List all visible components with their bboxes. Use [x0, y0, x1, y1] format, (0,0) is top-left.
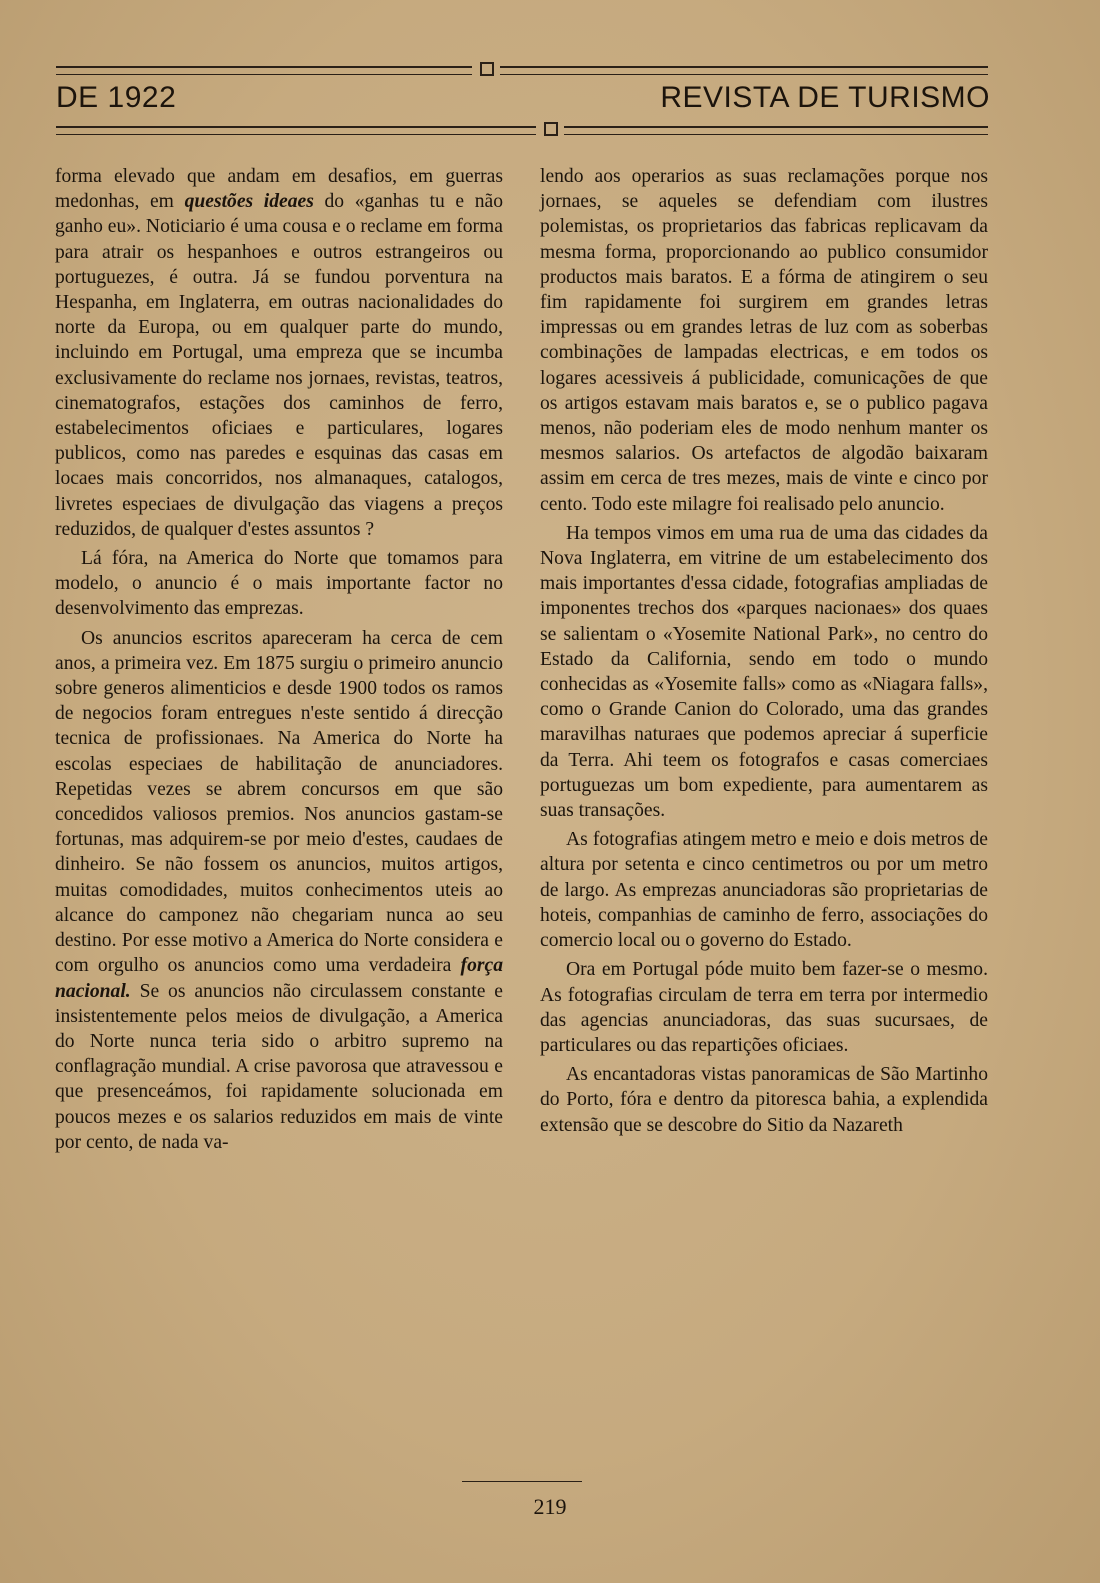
- running-head-date: DE 1922: [56, 81, 177, 114]
- italic-phrase: força nacional.: [55, 955, 503, 1002]
- page-number: 219: [533, 1494, 567, 1519]
- paragraph: As fotografias atingem metro e meio e dois metros de altura por setenta e cinco centimetros ou por um metro de largo. As emprezas anunciadoras são proprietarias de hoteis, companhias de caminho de ferro, associações do comercio local ou o governo do Estado.: [540, 829, 988, 952]
- rule-line: [56, 126, 536, 135]
- rule-square-ornament: [544, 122, 558, 136]
- rule-line: [56, 66, 472, 75]
- footer-rule: [462, 1481, 582, 1482]
- text-run: do «ganhas tu e não ganho eu». Noticiario é uma cousa e o reclame em forma para atrair os hespanhoes e outros estrangeiros ou portuguezes, é outra. Já se fundou porventura na Hespanha, em Inglaterra, em outras nacionalidades do norte da Europa, ou em qualquer parte do mundo, incluindo em Portugal, uma empreza que se incumba exclusivamente do reclame nos jornaes, revistas, teatros, cinematografos, estações dos caminhos de ferro, estabelecimentos oficiaes e particulares, logares publicos, como nas paredes e esquinas das casas em locaes mais concorridos, nos almanaques, catalogos, livretes especiaes de divulgação das viagens a preços reduzidos, de qualquer d'estes assuntos ?: [55, 191, 504, 540]
- text-run: Se os anuncios não circulassem constante e insistentemente pelos meios de divulgação, a America do Norte nunca teria sido o arbitro supremo na conflagração mundial. A crise pavorosa que atravessou e que presenceámos, foi rapidamente solucionada em poucos mezes e os salarios reduzidos em mais de vinte por cento, de nada va-: [55, 980, 503, 1153]
- text-run: Os anuncios escritos apareceram ha cerca de cem anos, a primeira vez. Em 1875 surgiu o primeiro anuncio sobre generos alimenticios e desde 1900 todos os ramos de negocios foram entregues n'este sentido á direcção tecnica de profissionaes. Na America do Norte ha escolas especiaes de habilitação de anunciadores. Repetidas vezes se abrem concursos em que são concedidos valiosos premios. Nos anuncios gastam-se fortunas, mas adquirem-se por meio d'estes, caudaes de dinheiro. Se não fossem os anuncios, muitos artigos, muitas comodidades, muitos conhecimentos uteis ao alcance do camponez não chegariam nunca ao seu destino. Por esse motivo a America do Norte considera e com orgulho os anuncios como uma verdadeira: [55, 627, 503, 977]
- rule-line: [500, 66, 988, 75]
- paragraph: [55, 626, 503, 1155]
- top-ornamental-rule: [56, 62, 988, 76]
- left-text-column: [55, 164, 503, 1159]
- text-run: forma elevado que andam em desafios, em guerras medonhas, em: [55, 166, 503, 213]
- paragraph: As encantadoras vistas panoramicas de São Martinho do Porto, fóra e dentro da pitoresca bahia, a explendida extensão que se descobre do Sitio da Nazareth: [540, 1064, 988, 1136]
- paragraph: [55, 164, 503, 542]
- right-text-column: [540, 164, 988, 1142]
- rule-square-ornament: [480, 62, 494, 76]
- paragraph: Lá fóra, na America do Norte que tomamos para modelo, o anuncio é o mais importante factor no desenvolvimento das emprezas.: [55, 548, 503, 620]
- italic-phrase: questões ideaes: [184, 191, 314, 213]
- paragraph: Ora em Portugal póde muito bem fazer-se o mesmo. As fotografias circulam de terra em terra por intermedio das agencias anunciadoras, das suas sucursaes, de particulares ou das repartições oficiaes.: [540, 959, 988, 1056]
- rule-line: [564, 126, 988, 135]
- running-head-title: REVISTA DE TURISMO: [660, 81, 990, 114]
- paragraph: Ha tempos vimos em uma rua de uma das cidades da Nova Inglaterra, em vitrine de um estabelecimento dos mais importantes d'essa cidade, fotografias ampliadas de imponentes trechos dos «parques nacionaes» dos quaes se salientam o «Yosemite National Park», no centro do Estado da California, sendo em todo o mundo conhecidas as «Yosemite falls» como as «Niagara falls», como o Grande Canion do Colorado, uma das grandes maravilhas naturaes que podemos apreciar á superficie da Terra. Ahi teem os fotografos e casas comerciaes portuguezas um bom expediente, para aumentarem as suas transações.: [540, 522, 988, 822]
- header-bottom-ornamental-rule: [56, 122, 988, 136]
- paragraph: lendo aos operarios as suas reclamações porque nos jornaes, se aqueles se defendiam com ilustres polemistas, os proprietarios das fabricas replicavam da mesma forma, proporcionando ao publico consumidor productos mais baratos. E a fórma de atingirem o seu fim rapidamente foi surgirem em grandes letras impressas ou em grandes letras de luz com as soberbas combinações de lampadas electricas, e em todos os logares acessiveis á publicidade, comunicações de que os artigos estavam mais baratos e, se o publico pagava menos, não poderiam eles de modo nenhum manter os mesmos salarios. Os artefactos de algodão baixaram assim em cerca de tres mezes, mais de vinte e cinco por cento. Todo este milagre foi realisado pelo anuncio.: [540, 166, 988, 515]
